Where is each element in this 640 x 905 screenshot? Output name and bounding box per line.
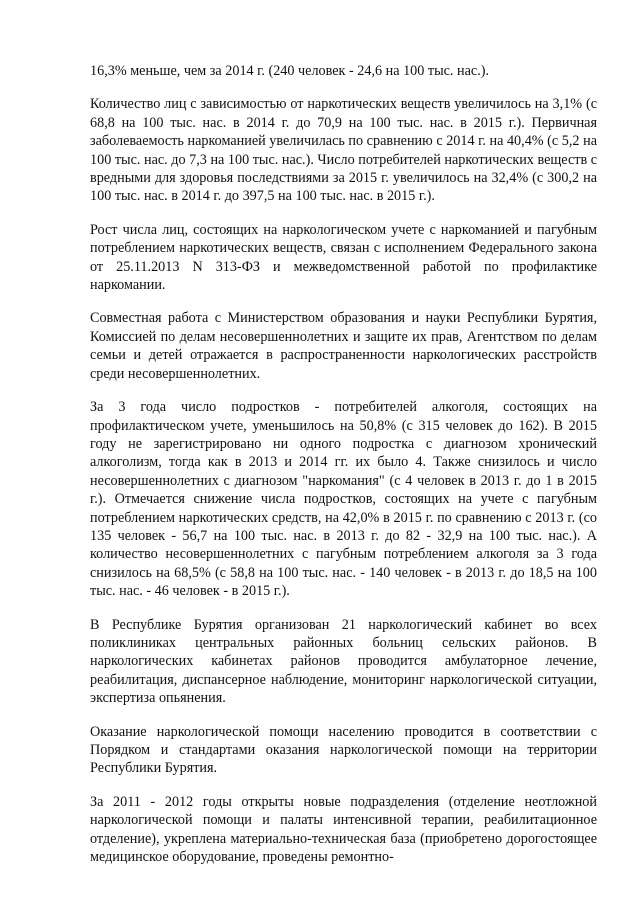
paragraph-care-standards: Оказание наркологической помощи населению проводится в соответствии с Порядком и стандартами оказания наркологической помощи на территории Республики Бурятия. (90, 723, 597, 777)
paragraph-adolescents: За 3 года число подростков - потребителей алкоголя, состоящих на профилактическом учете, уменьшилось на 50,8% (с 315 человек до 162). В 2015 году не зарегистрировано ни одного подростка с диагнозом хронический алкоголизм, тогда как в 2013 и 2014 гг. их было 4. Также снизилось и число несовершеннолетних с диагнозом "наркомания" (с 4 человек в 2013 г. до 1 в 2015 г.). Отмечается снижение числа подростков, состоящих на учете с пагубным потреблением наркотических средств, на 42,0% в 2015 г. по сравнению с 2013 г. (со 135 человек - 56,7 на 100 тыс. нас. в 2013 г. до 82 - 32,9 на 100 тыс. нас.). А количество несовершеннолетних с пагубным потреблением алкоголя за 3 года снизилось на 68,5% (с 58,8 на 100 тыс. нас. - 140 человек - в 2013 г. до 18,5 на 100 тыс. нас. - 46 человек - в 2015 г.). (90, 399, 597, 600)
paragraph-narcology-offices: В Республике Бурятия организован 21 наркологический кабинет во всех поликлиниках центральных районных больниц сельских районов. В наркологических кабинетах районов проводится амбулаторное лечение, реабилитация, диспансерное наблюдение, мониторинг наркологической ситуации, экспертиза опьянения. (90, 616, 597, 707)
paragraph-drug-dependence: Количество лиц с зависимостью от наркотических веществ увеличилось на 3,1% (с 68,8 на 100 тыс. нас. в 2014 г. до 70,9 на 100 тыс. нас. в 2015 г.). Первичная заболеваемость наркоманией увеличилась по сравнению с 2014 г. на 40,4% (с 5,2 на 100 тыс. нас. до 7,3 на 100 тыс. нас.). Число потребителей наркотических веществ с вредными для здоровья последствиями за 2015 г. увеличилось на 32,4% (с 300,2 на 100 тыс. нас. в 2014 г. до 397,5 на 100 тыс. нас. в 2015 г.). (90, 96, 597, 205)
document-page (90, 62, 597, 881)
paragraph-continuation: 16,3% меньше, чем за 2014 г. (240 человек - 24,6 на 100 тыс. нас.). (90, 63, 490, 79)
paragraph-joint-work: Совместная работа с Министерством образования и науки Республики Бурятия, Комиссией по делам несовершеннолетних и защите их прав, Агентством по делам семьи и детей отражается в распространенности наркологических расстройств среди несовершеннолетних. (90, 310, 597, 382)
paragraph-new-departments: За 2011 - 2012 годы открыты новые подразделения (отделение неотложной наркологической помощи и палаты интенсивной терапии, реабилитационное отделение), укреплена материально-техническая база (приобретено дорогостоящее медицинское оборудование, проведены ремонтно- (90, 793, 597, 866)
paragraph-registration-growth: Рост числа лиц, состоящих на наркологическом учете с наркоманией и пагубным потреблением наркотических веществ, связан с исполнением Федерального закона от 25.11.2013 N 313-ФЗ и межведомственной работой по профилактике наркомании. (90, 221, 597, 294)
